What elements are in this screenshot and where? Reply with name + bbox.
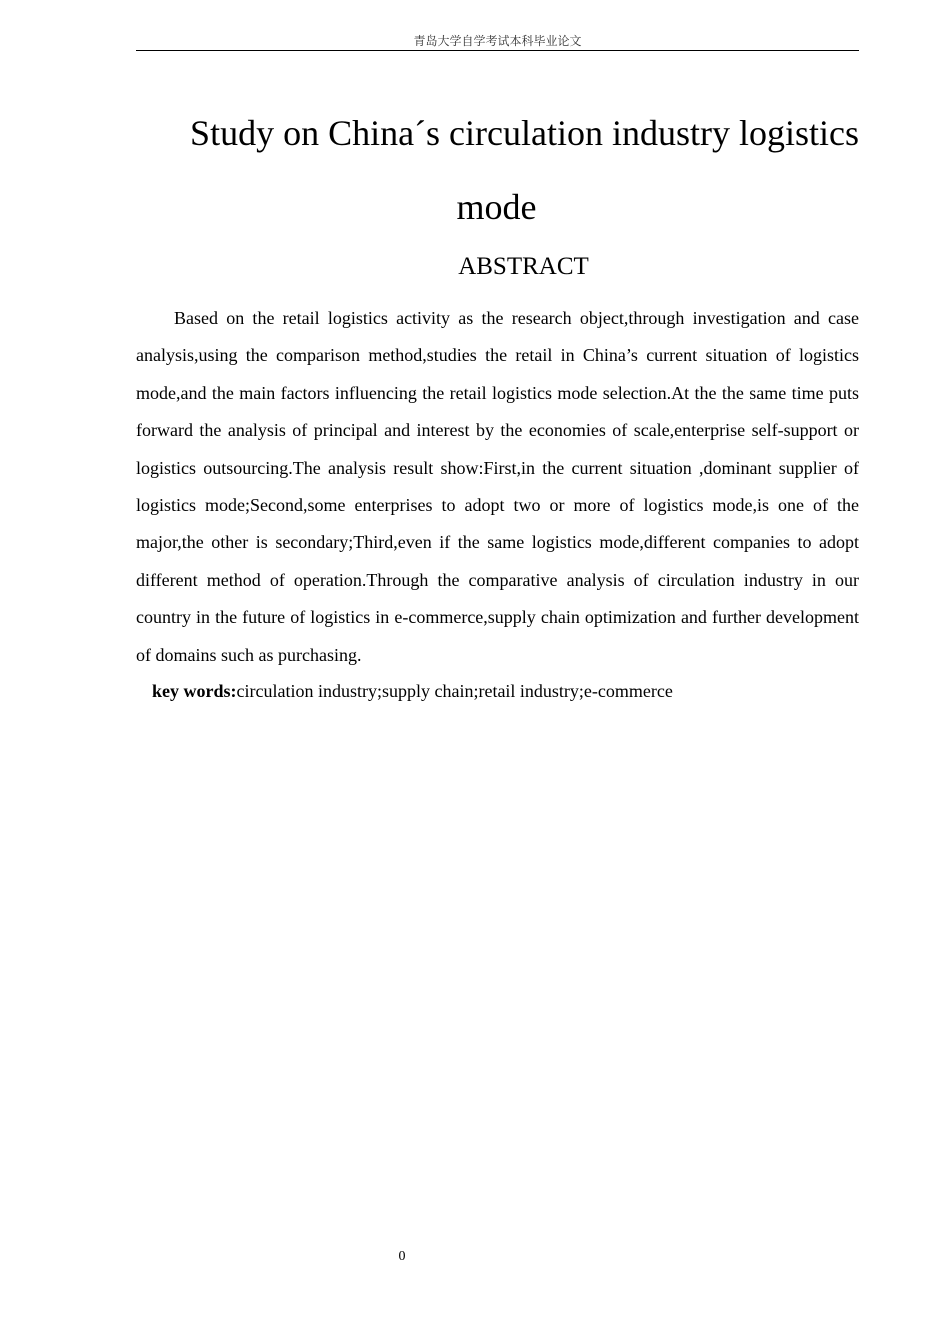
abstract-heading: ABSTRACT bbox=[458, 253, 589, 280]
paper-title bbox=[136, 96, 859, 244]
keywords-text: circulation industry;supply chain;retail industry;e-commerce bbox=[236, 681, 673, 701]
running-header: 青岛大学自学考试本科毕业论文 bbox=[136, 34, 859, 51]
abstract-paragraph: Based on the retail logistics activity as the research object,through investigation and case analysis,using the comparison method,studies the retail in China’s current situation of logistics mode,and the main factors influencing the retail logistics mode selection.At the the same time puts forward the analysis of principal and interest by the economies of scale,enterprise self-support or logistics outsourcing.The analysis result show:First,in the current situation ,dominant supplier of logistics mode;Second,some enterprises to adopt two or more of logistics mode,is one of the major,the other is secondary;Third,even if the same logistics mode,different companies to adopt different method of operation.Through the comparative analysis of circulation industry in our country in the future of logistics in e-commerce,supply chain optimization and further development of domains such as purchasing. bbox=[136, 308, 859, 665]
keywords-label: key words: bbox=[152, 681, 237, 701]
page-number: 0 bbox=[398, 1249, 406, 1264]
paper-title-line-2: mode bbox=[456, 187, 537, 227]
keywords-line bbox=[152, 677, 859, 705]
paper-title-line-1: Study on China´s circulation industry logistics bbox=[190, 113, 859, 153]
